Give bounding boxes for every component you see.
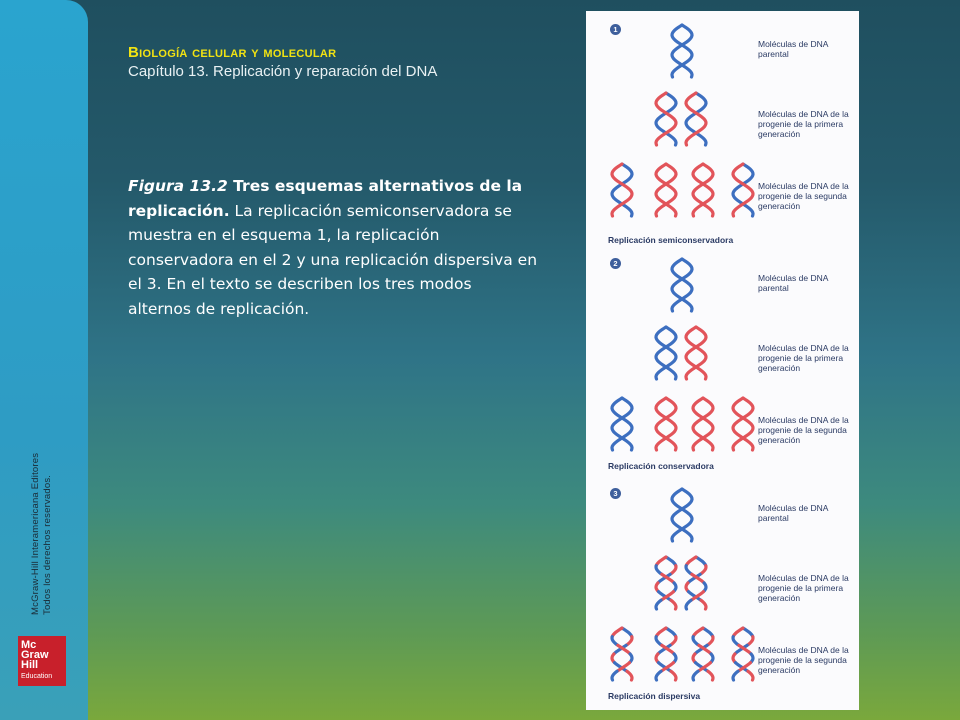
row-label: Moléculas de DNA de la progenie de la segunda generación xyxy=(758,181,849,211)
dna-strand-segment xyxy=(656,600,661,609)
caption-heading: Tres esquemas alternativos de la replicación. xyxy=(128,177,523,220)
dna-strand-segment xyxy=(743,628,753,637)
dna-strand-segment xyxy=(612,628,622,637)
dna-strand-segment xyxy=(686,557,696,566)
dna-strand-segment xyxy=(656,671,661,680)
dna-strand-segment xyxy=(656,557,666,566)
figure-label: Figura 13.2 xyxy=(128,177,228,195)
copyright-notice xyxy=(30,415,60,615)
scheme-number-badge: 1 xyxy=(610,24,621,35)
dna-strand-segment xyxy=(622,628,632,637)
scheme-number-badge: 3 xyxy=(610,488,621,499)
copyright-line-1: McGraw-Hill Interamericana Editores xyxy=(30,452,41,615)
mcgraw-hill-logo: Mc Graw Hill Education xyxy=(18,636,66,686)
dna-strand-segment xyxy=(671,600,676,609)
dna-strand-segment xyxy=(693,628,703,637)
dna-strand-segment xyxy=(627,671,632,680)
replication-schemes-figure xyxy=(586,11,859,710)
dna-strand-segment xyxy=(703,628,713,637)
row-label: Moléculas de DNA de la progenie de la segunda generación xyxy=(758,645,849,675)
dna-strand-segment xyxy=(708,671,713,680)
row-label: Moléculas de DNA parental xyxy=(758,503,828,523)
header xyxy=(128,44,568,80)
caption-body: La replicación semiconservadora se muestra en el esquema 1, la replicación conservadora en el 2 y una replicación dispersiva en el 3. En el texto se describen los tres modos alternos de replicación. xyxy=(128,201,538,318)
dna-strand-segment xyxy=(693,671,698,680)
scheme-name: Replicación dispersiva xyxy=(608,691,701,701)
row-label: Moléculas de DNA parental xyxy=(758,273,828,293)
left-sidebar xyxy=(0,0,88,720)
scheme-name: Replicación semiconservadora xyxy=(608,235,734,245)
dna-strand-segment xyxy=(656,628,666,637)
scheme-name: Replicación conservadora xyxy=(608,461,714,471)
dna-strand-segment xyxy=(666,557,676,566)
row-label: Moléculas de DNA de la progenie de la primera generación xyxy=(758,573,849,603)
row-label: Moléculas de DNA de la progenie de la segunda generación xyxy=(758,415,849,445)
chapter-title: Capítulo 13. Replicación y reparación del DNA xyxy=(128,63,438,80)
dna-strand-segment xyxy=(733,628,743,637)
book-title: Biología celular y molecular xyxy=(128,44,337,61)
copyright-line-2: Todos los derechos reservados. xyxy=(42,474,53,615)
dna-strand-segment xyxy=(686,600,691,609)
dna-strand-segment xyxy=(671,671,676,680)
dna-strand-segment xyxy=(701,600,706,609)
scheme-number-badge: 2 xyxy=(610,258,621,269)
dna-strand-segment xyxy=(612,671,617,680)
dna-strand-segment xyxy=(733,671,738,680)
dna-strand-segment xyxy=(748,671,753,680)
row-label: Moléculas de DNA de la progenie de la primera generación xyxy=(758,343,849,373)
figure-caption xyxy=(128,174,538,321)
row-label: Moléculas de DNA de la progenie de la primera generación xyxy=(758,109,849,139)
row-label: Moléculas de DNA parental xyxy=(758,39,828,59)
dna-strand-segment xyxy=(666,628,676,637)
dna-strand-segment xyxy=(696,557,706,566)
